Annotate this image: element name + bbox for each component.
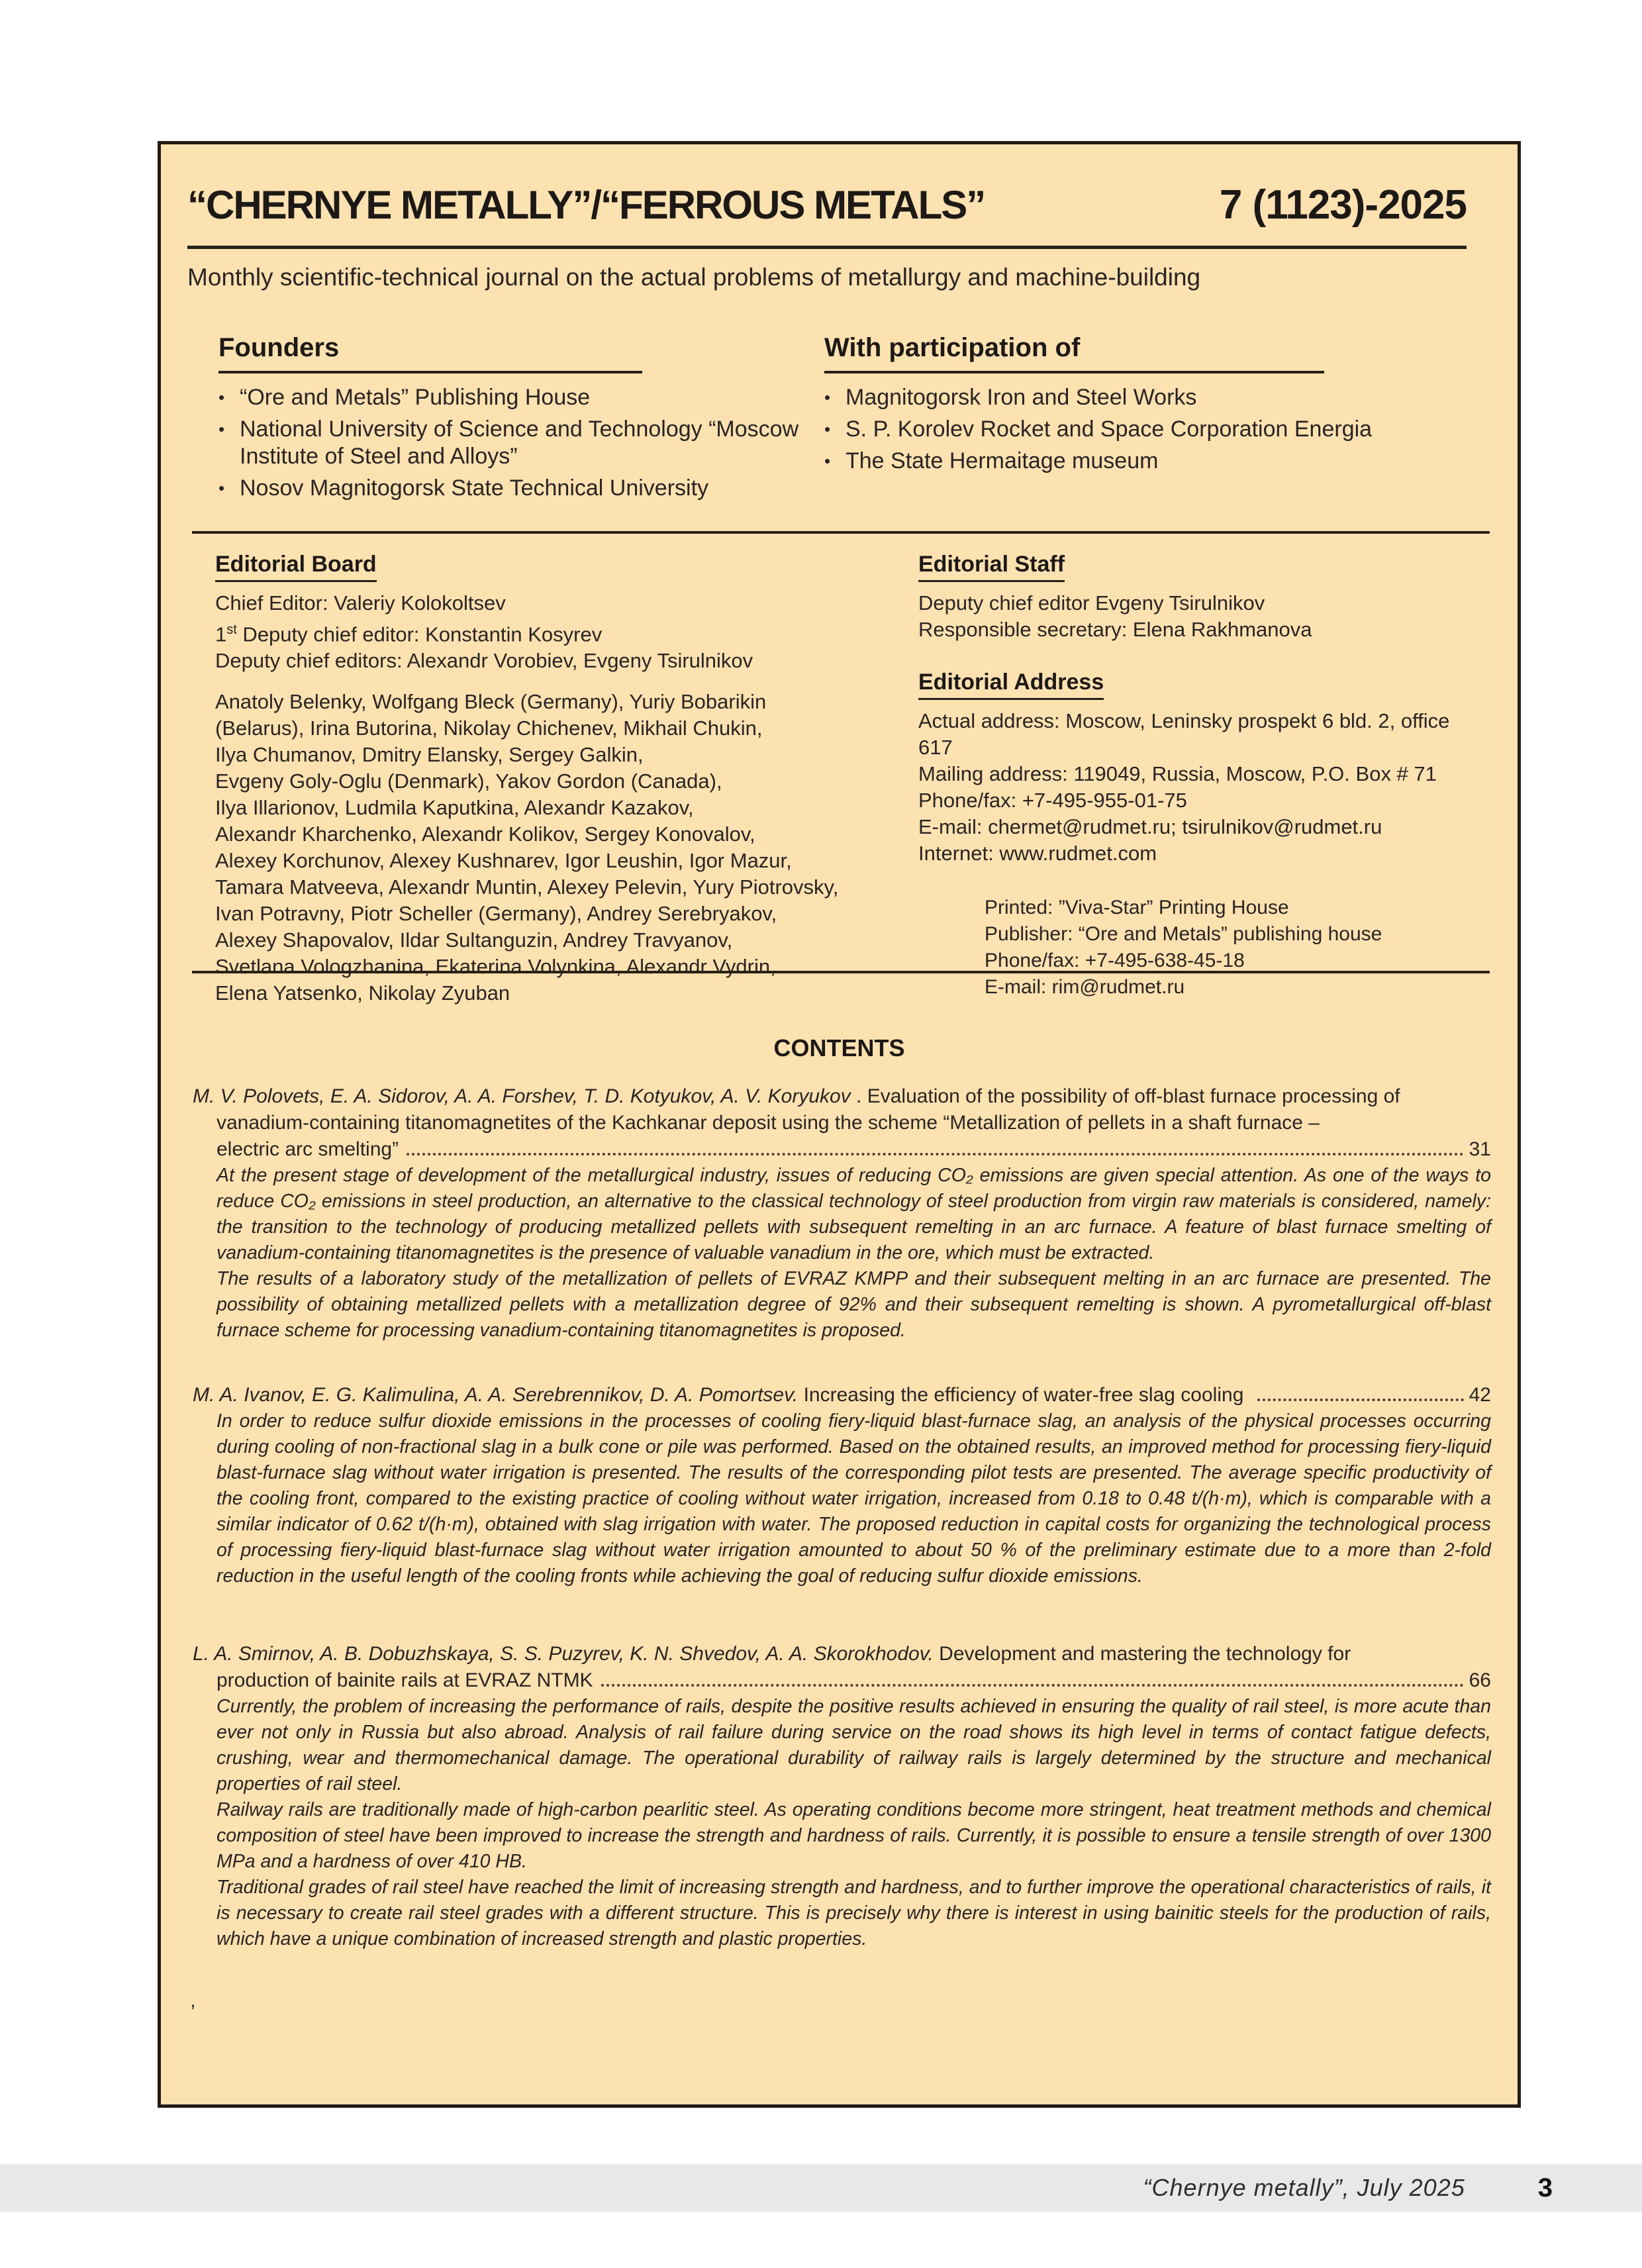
staff-line: Responsible secretary: Elena Rakhmanova [918,618,1312,641]
printing-line: Phone/fax: +7-495-638-45-18 [985,950,1245,971]
printing-line: Printed: ”Viva-Star” Printing House [985,897,1289,918]
address-line: Internet: www.rudmet.com [918,842,1157,865]
bullet-icon: • [218,478,225,498]
founders-item [218,416,824,470]
abstract-paragraph: Currently, the problem of increasing the performance of rails, despite the positive results achieved in ensuring the quality of rail steel, is more acute than ever not only in Russia but also abroad. Analysis of rail failure during service on the road shows its high level in terms of contact fatigue defects, crushing, wear and thermomechanical damage. The operational durability of railway rails is largely determined by the structure and mechanical properties of rail steel. [217,1696,1491,1795]
founders-item [218,475,824,502]
contents-entries [193,1083,1491,1952]
contents-entry [193,1382,1491,1589]
contents-entry [193,1083,1491,1344]
entry-abstract [217,1694,1491,1952]
board-members-line: Ilya Illarionov, Ludmila Kaputkina, Alexandr Kazakov, [215,796,694,820]
board-members-line: Ilya Chumanov, Dmitry Elansky, Sergey Galkin, [215,743,644,767]
board-members-line: Alexey Korchunov, Alexey Kushnarev, Igor Leushin, Igor Mazur, [215,849,792,873]
board-members-line: Alexandr Kharchenko, Alexandr Kolikov, Sergey Konovalov, [215,822,755,846]
founders-item [218,384,824,411]
participation-item-label: S. P. Korolev Rocket and Space Corporation Energia [845,417,1373,442]
first-deputy-ordinal: st [226,622,237,637]
entry-title-line [193,1083,1491,1110]
entry-page-number: 66 [1469,1669,1491,1691]
entry-title-line: vanadium-containing titanomagnetites of the Kachkanar deposit using the scheme “Metallization of pellets in a shaft furnace – [217,1112,1320,1134]
contents-entry [193,1641,1491,1952]
board-members-line: Evgeny Goly-Oglu (Denmark), Yakov Gordon (Canada), [215,769,722,793]
bullet-icon: • [824,451,831,471]
header [187,181,1467,291]
stray-mark: ’ [191,2001,195,2023]
abstract-paragraph: In order to reduce sulfur dioxide emissions in the processes of cooling fiery-liquid blast-furnace slag, an analysis of the physical processes occurring during cooling of non-fractional slag in a bulk cone or pile was performed. Based on the obtained results, an improved method for processing fiery-liquid blast-furnace slag without water irrigation is presented. The results of the corresponding pilot tests are presented. The average specific productivity of the cooling front, compared to the existing practice of cooling without water irrigation, increased from 0.18 to 0.48 t/(h·m), which is comparable with a similar indicator of 0.62 t/(h·m), obtained with slag irrigation with water. The proposed reduction in capital costs for organizing the technological process of processing fiery-liquid blast-furnace slag without water irrigation amounted to about 50 % of the preliminary estimate due to a more than 2-fold reduction in the useful length of the cooling fronts while achieving the goal of reducing sulfur dioxide emissions. [217,1410,1491,1587]
address-line: Actual address: Moscow, Leninsky prospekt 6 bld. 2, office 617 [918,709,1450,759]
bullet-icon: • [824,419,831,439]
editorial-board-heading: Editorial Board [215,552,377,582]
entry-authors: M. A. Ivanov, E. G. Kalimulina, A. A. Serebrennikov, D. A. Pomortsev. [193,1384,798,1406]
dot-leader [1257,1399,1464,1401]
abstract-paragraph: At the present stage of development of the metallurgical industry, issues of reducing CO₂ emissions are given special attention. As one of the ways to reduce CO₂ emissions in steel production, an alternative to the classical technology of steel production from virgin raw materials is considered, namely: the transition to the technology of producing metallized pellets with subsequent remelting in an arc furnace. A feature of blast furnace smelting of vanadium-containing titanomagnetites is the presence of valuable vanadium in the ore, which must be extracted. [217,1165,1491,1263]
entry-page-number: 31 [1469,1138,1491,1160]
address-line: E-mail: chermet@rudmet.ru; tsirulnikov@rudmet.ru [918,815,1382,838]
entry-title-text: Increasing the efficiency of water-free slag cooling [798,1384,1249,1406]
editorial-right-column [918,552,1478,1007]
founders-list [218,384,824,502]
entry-title-text: Development and mastering the technology for [933,1643,1351,1665]
entry-title-leader-line [217,1667,1491,1694]
board-members-line: Ivan Potravny, Piotr Scheller (Germany), Andrey Serebryakov, [215,902,777,926]
entry-authors: M. V. Polovets, E. A. Sidorov, A. A. Forshev, T. D. Kotyukov, A. V. Koryukov [193,1085,851,1107]
title-row [187,181,1467,228]
journal-cover-box [158,141,1521,2108]
section-divider [192,971,1490,973]
entry-title-leader-line [193,1382,1491,1408]
participation-section [824,333,1468,507]
printing-line: E-mail: rim@rudmet.ru [985,976,1185,998]
founders-heading: Founders [218,333,642,373]
staff-line: Deputy chief editor Evgeny Tsirulnikov [918,591,1265,615]
participation-item-label: Magnitogorsk Iron and Steel Works [845,385,1197,410]
entry-abstract [217,1408,1491,1589]
board-members-line: Anatoly Belenky, Wolfgang Bleck (Germany), Yuriy Bobarikin [215,690,767,714]
footer-page-number: 3 [1537,2173,1553,2202]
participation-item [824,448,1468,475]
board-members-line: Tamara Matveeva, Alexandr Muntin, Alexey Pelevin, Yury Piotrovsky, [215,875,839,899]
participation-item [824,416,1468,443]
bullet-icon: • [218,387,225,407]
founders-row [218,333,1468,507]
entry-title-text: . Evaluation of the possibility of off-blast furnace processing of [850,1085,1400,1107]
editorial-address-heading: Editorial Address [918,669,1104,700]
section-divider [192,531,1490,534]
bullet-icon: • [824,387,831,407]
participation-item-label: The State Hermaitage museum [845,448,1159,473]
participation-heading: With participation of [824,333,1324,373]
editorial-staff-heading: Editorial Staff [918,552,1065,582]
journal-title: “CHERNYE METALLY”/“FERROUS METALS” [187,183,985,227]
entry-authors: L. A. Smirnov, A. B. Dobuzhskaya, S. S. Puzyrev, K. N. Shvedov, A. A. Skorokhodov. [193,1643,934,1665]
abstract-paragraph: Railway rails are traditionally made of high-carbon pearlitic steel. As operating conditions become more stringent, heat treatment methods and chemical composition of steel have been improved to increase the strength and hardness of rails. Currently, it is possible to ensure a tensile strength of over 1300 MPa and a hardness of over 410 HB. [217,1799,1491,1872]
entry-title-text: electric arc smelting” [217,1138,399,1160]
chief-editor-line: Chief Editor: Valeriy Kolokoltsev [215,591,506,615]
first-deputy-number: 1 [215,622,227,646]
deputy-editors-line: Deputy chief editors: Alexandr Vorobiev, Evgeny Tsirulnikov [215,649,753,673]
contents-heading: CONTENTS [773,1034,905,1061]
founders-item-label: National University of Science and Technology “Moscow Institute of Steel and Alloys” [240,417,799,469]
abstract-paragraph: The results of a laboratory study of the metallization of pellets of EVRAZ KMPP and their subsequent melting in an arc furnace are presented. The possibility of obtaining metallized pellets with a metallization degree of 92% and their subsequent remelting is shown. A pyrometallurgical off-blast furnace scheme for processing vanadium-containing titanomagnetites is proposed. [217,1268,1491,1341]
journal-subtitle: Monthly scientific-technical journal on the actual problems of metallurgy and machine-building [187,264,1201,291]
contents-section [161,1034,1518,1952]
participation-list [824,384,1468,475]
editorial-board-section [215,552,918,1007]
founders-section [218,333,824,507]
editorial-address-section [918,669,1478,867]
board-members-line: Svetlana Vologzhanina, Ekaterina Volynkina, Alexandr Vydrin, [215,955,776,979]
entry-title-text: production of bainite rails at EVRAZ NTMK [217,1669,593,1691]
bullet-icon: • [218,419,225,439]
founders-item-label: Nosov Magnitogorsk State Technical University [240,475,709,501]
editorial-staff-section [918,552,1478,643]
printing-line: Publisher: “Ore and Metals” publishing house [985,923,1382,945]
printing-info-section [985,895,1478,1001]
address-line: Phone/fax: +7-495-955-01-75 [918,789,1187,812]
dot-leader [407,1153,1464,1156]
founders-item-label: “Ore and Metals” Publishing House [240,385,591,410]
board-members-line: Alexey Shapovalov, Ildar Sultanguzin, Andrey Travyanov, [215,928,733,952]
first-deputy-line [215,616,918,648]
board-members-list [215,689,918,1007]
participation-item [824,384,1468,411]
board-members-line: (Belarus), Irina Butorina, Nikolay Chichenev, Mikhail Chukin, [215,716,763,740]
entry-title-line [193,1641,1491,1667]
first-deputy-text: Deputy chief editor: Konstantin Kosyrev [236,622,603,646]
entry-abstract [217,1163,1491,1344]
editorial-row [215,552,1478,1007]
footer-journal-name: “Chernye metally”, July 2025 [1143,2174,1465,2201]
journal-issue-number: 7 (1123)-2025 [1219,182,1467,228]
entry-page-number: 42 [1469,1384,1491,1406]
title-rule [187,246,1467,249]
address-line: Mailing address: 119049, Russia, Moscow, P.O. Box # 71 [918,762,1437,785]
footer-bar [0,2164,1642,2212]
board-members-line: Elena Yatsenko, Nikolay Zyuban [215,981,510,1005]
dot-leader [601,1684,1464,1687]
abstract-paragraph: Traditional grades of rail steel have reached the limit of increasing strength and hardness, and to further improve the operational characteristics of rails, it is necessary to create rail steel grades with a different structure. This is precisely why there is interest in using bainitic steels for the production of rails, which have a unique combination of increased strength and plastic properties. [217,1877,1491,1949]
entry-title-leader-line [217,1136,1491,1163]
